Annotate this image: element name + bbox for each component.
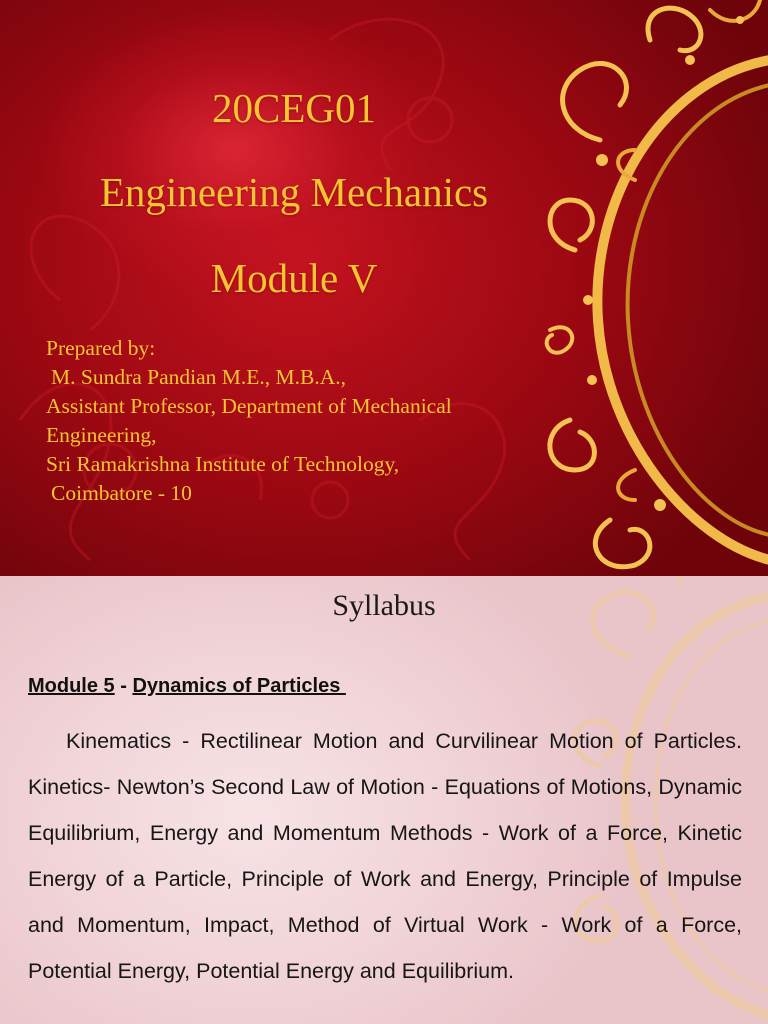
- module-heading: [28, 675, 346, 698]
- module-label: Module 5: [28, 675, 115, 697]
- author-details: [46, 334, 546, 508]
- syllabus-body-text: Kinematics - Rectilinear Motion and Curvilinear Motion of Particles. Kinetics- Newton’s Second Law of Motion - Equations of Motions, Dynamic Equilibrium, Energy and Momentum Methods - Work of a Force, Kinetic Energy of a Particle, Principle of Work and Energy, Principle of Impulse and Momentum, Impact, Method of Virtual Work - Work of a Force, Potential Energy, Potential Energy and Equilibrium.: [28, 729, 742, 983]
- author-designation: Assistant Professor, Department of Mechanical: [46, 394, 452, 418]
- author-name: M. Sundra Pandian M.E., M.B.A.,: [51, 365, 347, 389]
- institute-city: Coimbatore - 10: [51, 481, 192, 505]
- course-code: 20CEG01: [212, 85, 376, 131]
- author-designation-cont: Engineering,: [46, 423, 157, 447]
- institute-name: Sri Ramakrishna Institute of Technology,: [46, 452, 400, 476]
- syllabus-heading: Syllabus: [332, 589, 436, 622]
- prepared-by-label: Prepared by:: [46, 336, 156, 360]
- module-title: Module V: [210, 255, 378, 301]
- module-topic: Dynamics of Particles: [132, 675, 346, 697]
- course-title: Engineering Mechanics: [99, 169, 489, 215]
- syllabus-slide: [0, 576, 768, 1024]
- module-separator: -: [114, 675, 133, 697]
